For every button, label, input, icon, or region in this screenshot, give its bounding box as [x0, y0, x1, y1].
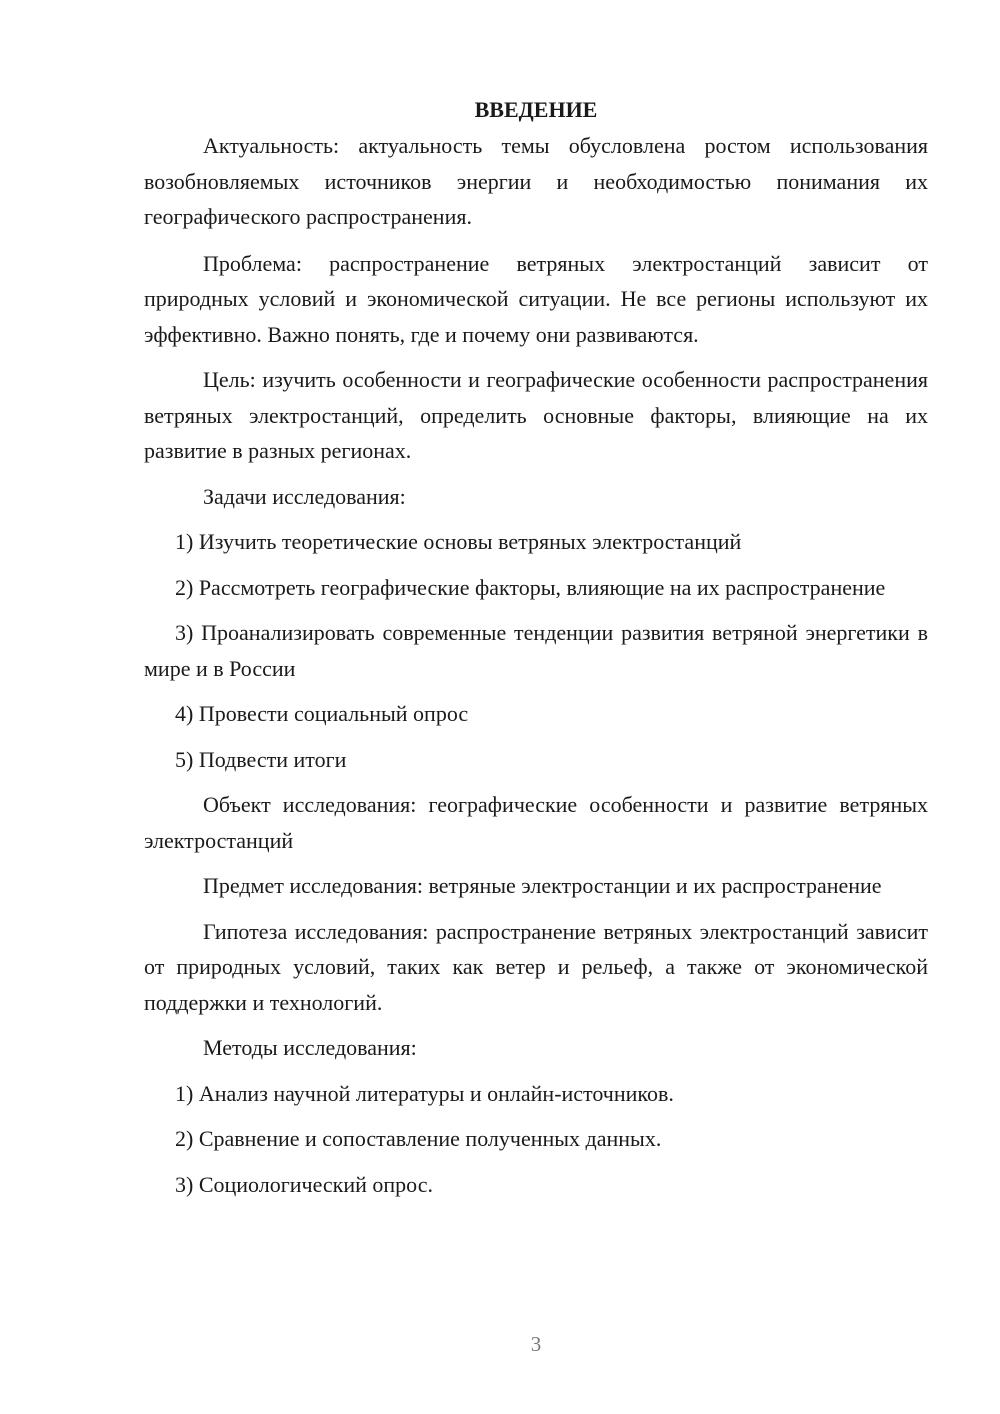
document-page — [144, 92, 928, 1212]
method-item-2: 2) Сравнение и сопоставление полученных данных. — [175, 1126, 662, 1151]
task-item-3: 3) Проанализировать современные тенденции развития ветряной энергетики в мире и в России — [144, 620, 928, 681]
page-title: ВВЕДЕНИЕ — [474, 97, 598, 122]
hypothesis-paragraph: Гипотеза исследования: распространение ветряных электростанций зависит от природных условий, таких как ветер и рельеф, а также от экономической поддержки и технологий. — [144, 918, 928, 1015]
page-number: 3 — [530, 1332, 542, 1356]
method-item-3: 3) Социологический опрос. — [175, 1171, 433, 1197]
relevance-paragraph: Актуальность: актуальность темы обусловлена ростом использования возобновляемых источников энергии и необходимостью понимания их географического распространения. — [144, 133, 928, 229]
method-item-1: 1) Анализ научной литературы и онлайн-источников. — [175, 1080, 674, 1106]
methods-heading: Методы исследования: — [203, 1035, 417, 1060]
task-item-1: 1) Изучить теоретические основы ветряных электростанций — [175, 529, 742, 554]
task-item-2: 2) Рассмотреть географические факторы, влияющие на их распространение — [175, 574, 886, 600]
task-item-4: 4) Провести социальный опрос — [175, 701, 469, 726]
goal-paragraph: Цель: изучить особенности и географические особенности распространения ветряных электростанций, определить основные факторы, влияющие на их развитие в разных регионах. — [144, 367, 928, 463]
task-item-5: 5) Подвести итоги — [175, 746, 347, 772]
subject-paragraph: Предмет исследования: ветряные электростанции и их распространение — [203, 873, 882, 898]
tasks-heading: Задачи исследования: — [203, 483, 406, 509]
problem-paragraph: Проблема: распространение ветряных электростанций зависит от природных условий и экономической ситуации. Не все регионы используют их эффективно. Важно понять, где и почему они развиваются. — [144, 250, 928, 347]
object-paragraph: Объект исследования: географические особенности и развитие ветряных электростанций — [144, 792, 928, 853]
